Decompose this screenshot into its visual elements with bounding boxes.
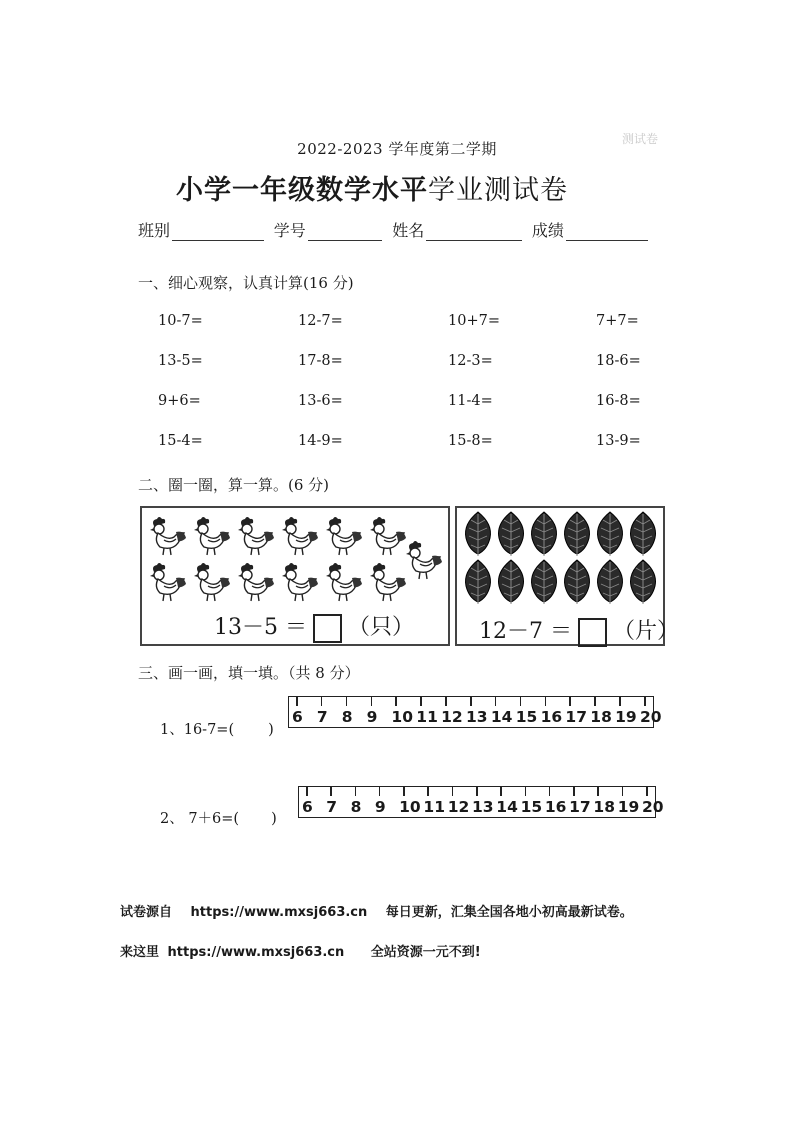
ruler-number: 11 — [416, 708, 438, 726]
ruler-tick — [445, 697, 447, 706]
hen-expression: 13－5 ＝ — [214, 615, 307, 640]
ruler-number: 11 — [423, 798, 445, 816]
name-label: 姓名 — [392, 221, 425, 240]
ruler-number: 6 — [292, 708, 303, 726]
number-label: 学号 — [273, 221, 306, 240]
ruler-tick — [597, 787, 599, 796]
ruler-tick — [545, 697, 547, 706]
footer-slogan: 每日更新，汇集全国各地小初高最新试卷。 — [385, 905, 633, 920]
title-bold: 小学一年级数学水平 — [176, 175, 428, 206]
ruler-tick — [619, 697, 621, 706]
number-line-1 — [288, 696, 662, 728]
hen-icon — [370, 517, 406, 555]
calc-problem: 13-6= — [298, 393, 343, 409]
hen-equation — [214, 610, 414, 643]
ruler-number: 12 — [447, 798, 470, 816]
name-field[interactable] — [426, 224, 522, 241]
calc-problem: 15-4= — [158, 433, 203, 449]
ruler-number: 9 — [366, 708, 378, 726]
ruler-number: 7 — [326, 798, 338, 816]
ruler-number: 15 — [520, 798, 543, 816]
ruler-tick — [549, 787, 551, 796]
question1-label: 1、16-7=( — [160, 722, 235, 738]
ruler-tick — [371, 697, 373, 706]
score-field[interactable] — [566, 224, 648, 241]
ruler-tick — [296, 697, 298, 706]
calc-problem: 16-8= — [596, 393, 641, 409]
hen-answer-box[interactable] — [313, 614, 342, 643]
ruler-number: 18 — [593, 798, 615, 816]
ruler-tick — [321, 697, 323, 706]
section2-heading: 二、圈一圈，算一算。(6 分) — [138, 476, 330, 494]
ruler-number: 13 — [466, 708, 488, 726]
leaf-icon — [631, 512, 656, 556]
ruler-number: 20 — [642, 798, 664, 816]
footer-come-label: 来这里 — [120, 945, 160, 960]
leaf-unit: （片） — [613, 619, 680, 644]
number-field[interactable] — [308, 224, 383, 241]
footer-line-2 — [120, 941, 481, 960]
ruler-tick — [355, 787, 357, 796]
calc-problem: 9+6= — [158, 393, 201, 409]
calc-problem: 18-6= — [596, 353, 641, 369]
leaf-icon — [499, 512, 524, 556]
ruler-number: 10 — [399, 798, 421, 816]
class-field[interactable] — [172, 224, 264, 241]
calc-problem: 7+7= — [596, 313, 639, 329]
calc-problem: 13-9= — [596, 433, 641, 449]
footer-line-1 — [120, 901, 633, 920]
calc-problem: 12-7= — [298, 313, 343, 329]
hen-icon — [326, 517, 362, 555]
ruler-tick — [476, 787, 478, 796]
ruler-tick — [452, 787, 454, 796]
ruler-number: 17 — [569, 798, 591, 816]
question2-close: ) — [271, 811, 277, 827]
hen-icon — [238, 517, 274, 555]
title-light: 学业测试卷 — [428, 175, 568, 206]
ruler-number: 13 — [472, 798, 494, 816]
ruler-tick — [646, 787, 648, 796]
ruler-tick — [346, 697, 348, 706]
ruler-number: 17 — [565, 708, 587, 726]
hen-icon — [238, 563, 274, 601]
hen-icon — [282, 517, 318, 555]
ruler-number: 19 — [615, 708, 637, 726]
faded-background-text: 测试卷 — [622, 132, 659, 146]
ruler-number: 8 — [341, 708, 353, 726]
hen-icon — [406, 541, 442, 579]
leaf-icon — [565, 560, 590, 604]
calc-problem: 17-8= — [298, 353, 343, 369]
ruler-tick — [525, 787, 527, 796]
ruler-tick — [644, 697, 646, 706]
footer-link-2[interactable]: https://www.mxsj663.cn — [167, 945, 345, 960]
hen-icon — [326, 563, 362, 601]
ruler-number: 19 — [617, 798, 640, 816]
ruler-tick — [569, 697, 571, 706]
section3-heading: 三、画一画，填一填。（共 8 分） — [138, 664, 360, 682]
question2 — [160, 807, 277, 828]
leaf-answer-box[interactable] — [578, 618, 607, 647]
ruler-tick — [403, 787, 405, 796]
exam-title — [176, 168, 568, 207]
exam-subtitle: 2022-2023 学年度第二学期 — [297, 140, 497, 158]
footer-source-label: 试卷源自 — [120, 905, 173, 920]
footer-promo: 全站资源一元不到! — [370, 945, 481, 960]
calc-problem: 13-5= — [158, 353, 203, 369]
leaf-icon — [466, 560, 491, 604]
leaf-icon — [532, 512, 557, 556]
hen-icon — [194, 563, 230, 601]
leaf-icon — [466, 512, 491, 556]
calc-problem: 12-3= — [448, 353, 493, 369]
calc-problem: 14-9= — [298, 433, 343, 449]
calc-problem: 11-4= — [448, 393, 493, 409]
question1-close: ) — [268, 722, 274, 738]
ruler-tick — [594, 697, 596, 706]
ruler-tick — [306, 787, 308, 796]
ruler-number: 7 — [316, 708, 328, 726]
class-label: 班别 — [138, 221, 171, 240]
question1 — [160, 718, 274, 739]
ruler-number: 16 — [544, 798, 567, 816]
hen-icon — [150, 517, 186, 555]
ruler-tick — [495, 697, 497, 706]
ruler-number: 6 — [302, 798, 313, 816]
ruler-number: 12 — [441, 708, 463, 726]
ruler-number: 10 — [391, 708, 413, 726]
ruler-tick — [622, 787, 624, 796]
student-info-row — [138, 218, 658, 241]
calc-problem: 10+7= — [448, 313, 500, 329]
ruler-tick — [420, 697, 422, 706]
leaf-icon — [532, 560, 557, 604]
ruler-number: 20 — [640, 708, 662, 726]
hen-icon — [150, 563, 186, 601]
hens-illustration — [142, 508, 448, 608]
calc-problem: 10-7= — [158, 313, 203, 329]
hen-unit: （只） — [348, 615, 415, 640]
leaf-picture-box — [455, 506, 680, 646]
ruler-tick — [330, 787, 332, 796]
ruler-tick — [573, 787, 575, 796]
leaf-icon — [598, 512, 623, 556]
leaf-icon — [565, 512, 590, 556]
leaf-equation — [479, 614, 679, 647]
footer-link-1[interactable]: https://www.mxsj663.cn — [190, 905, 368, 920]
ruler-tick — [395, 697, 397, 706]
ruler-tick — [470, 697, 472, 706]
ruler-number: 18 — [590, 708, 612, 726]
number-line-2 — [298, 786, 664, 818]
ruler-number: 15 — [515, 708, 538, 726]
calc-problem: 15-8= — [448, 433, 493, 449]
question2-label: 2、 7＋6=( — [160, 811, 240, 827]
ruler-tick — [427, 787, 429, 796]
ruler-tick — [379, 787, 381, 796]
ruler-number: 14 — [490, 708, 513, 726]
leaves-illustration — [457, 508, 663, 608]
hen-picture-box — [140, 506, 450, 646]
ruler-number: 14 — [496, 798, 518, 816]
section1-heading: 一、细心观察，认真计算(16 分) — [138, 274, 354, 292]
leaf-icon — [631, 560, 656, 604]
leaf-icon — [499, 560, 524, 604]
ruler-number: 9 — [374, 798, 386, 816]
hen-icon — [282, 563, 318, 601]
ruler-tick — [500, 787, 502, 796]
ruler-number: 8 — [350, 798, 362, 816]
hen-icon — [370, 563, 406, 601]
leaf-expression: 12－7 ＝ — [479, 619, 572, 644]
leaf-icon — [598, 560, 623, 604]
ruler-number: 16 — [540, 708, 563, 726]
ruler-tick — [520, 697, 522, 706]
score-label: 成绩 — [531, 221, 564, 240]
hen-icon — [194, 517, 230, 555]
